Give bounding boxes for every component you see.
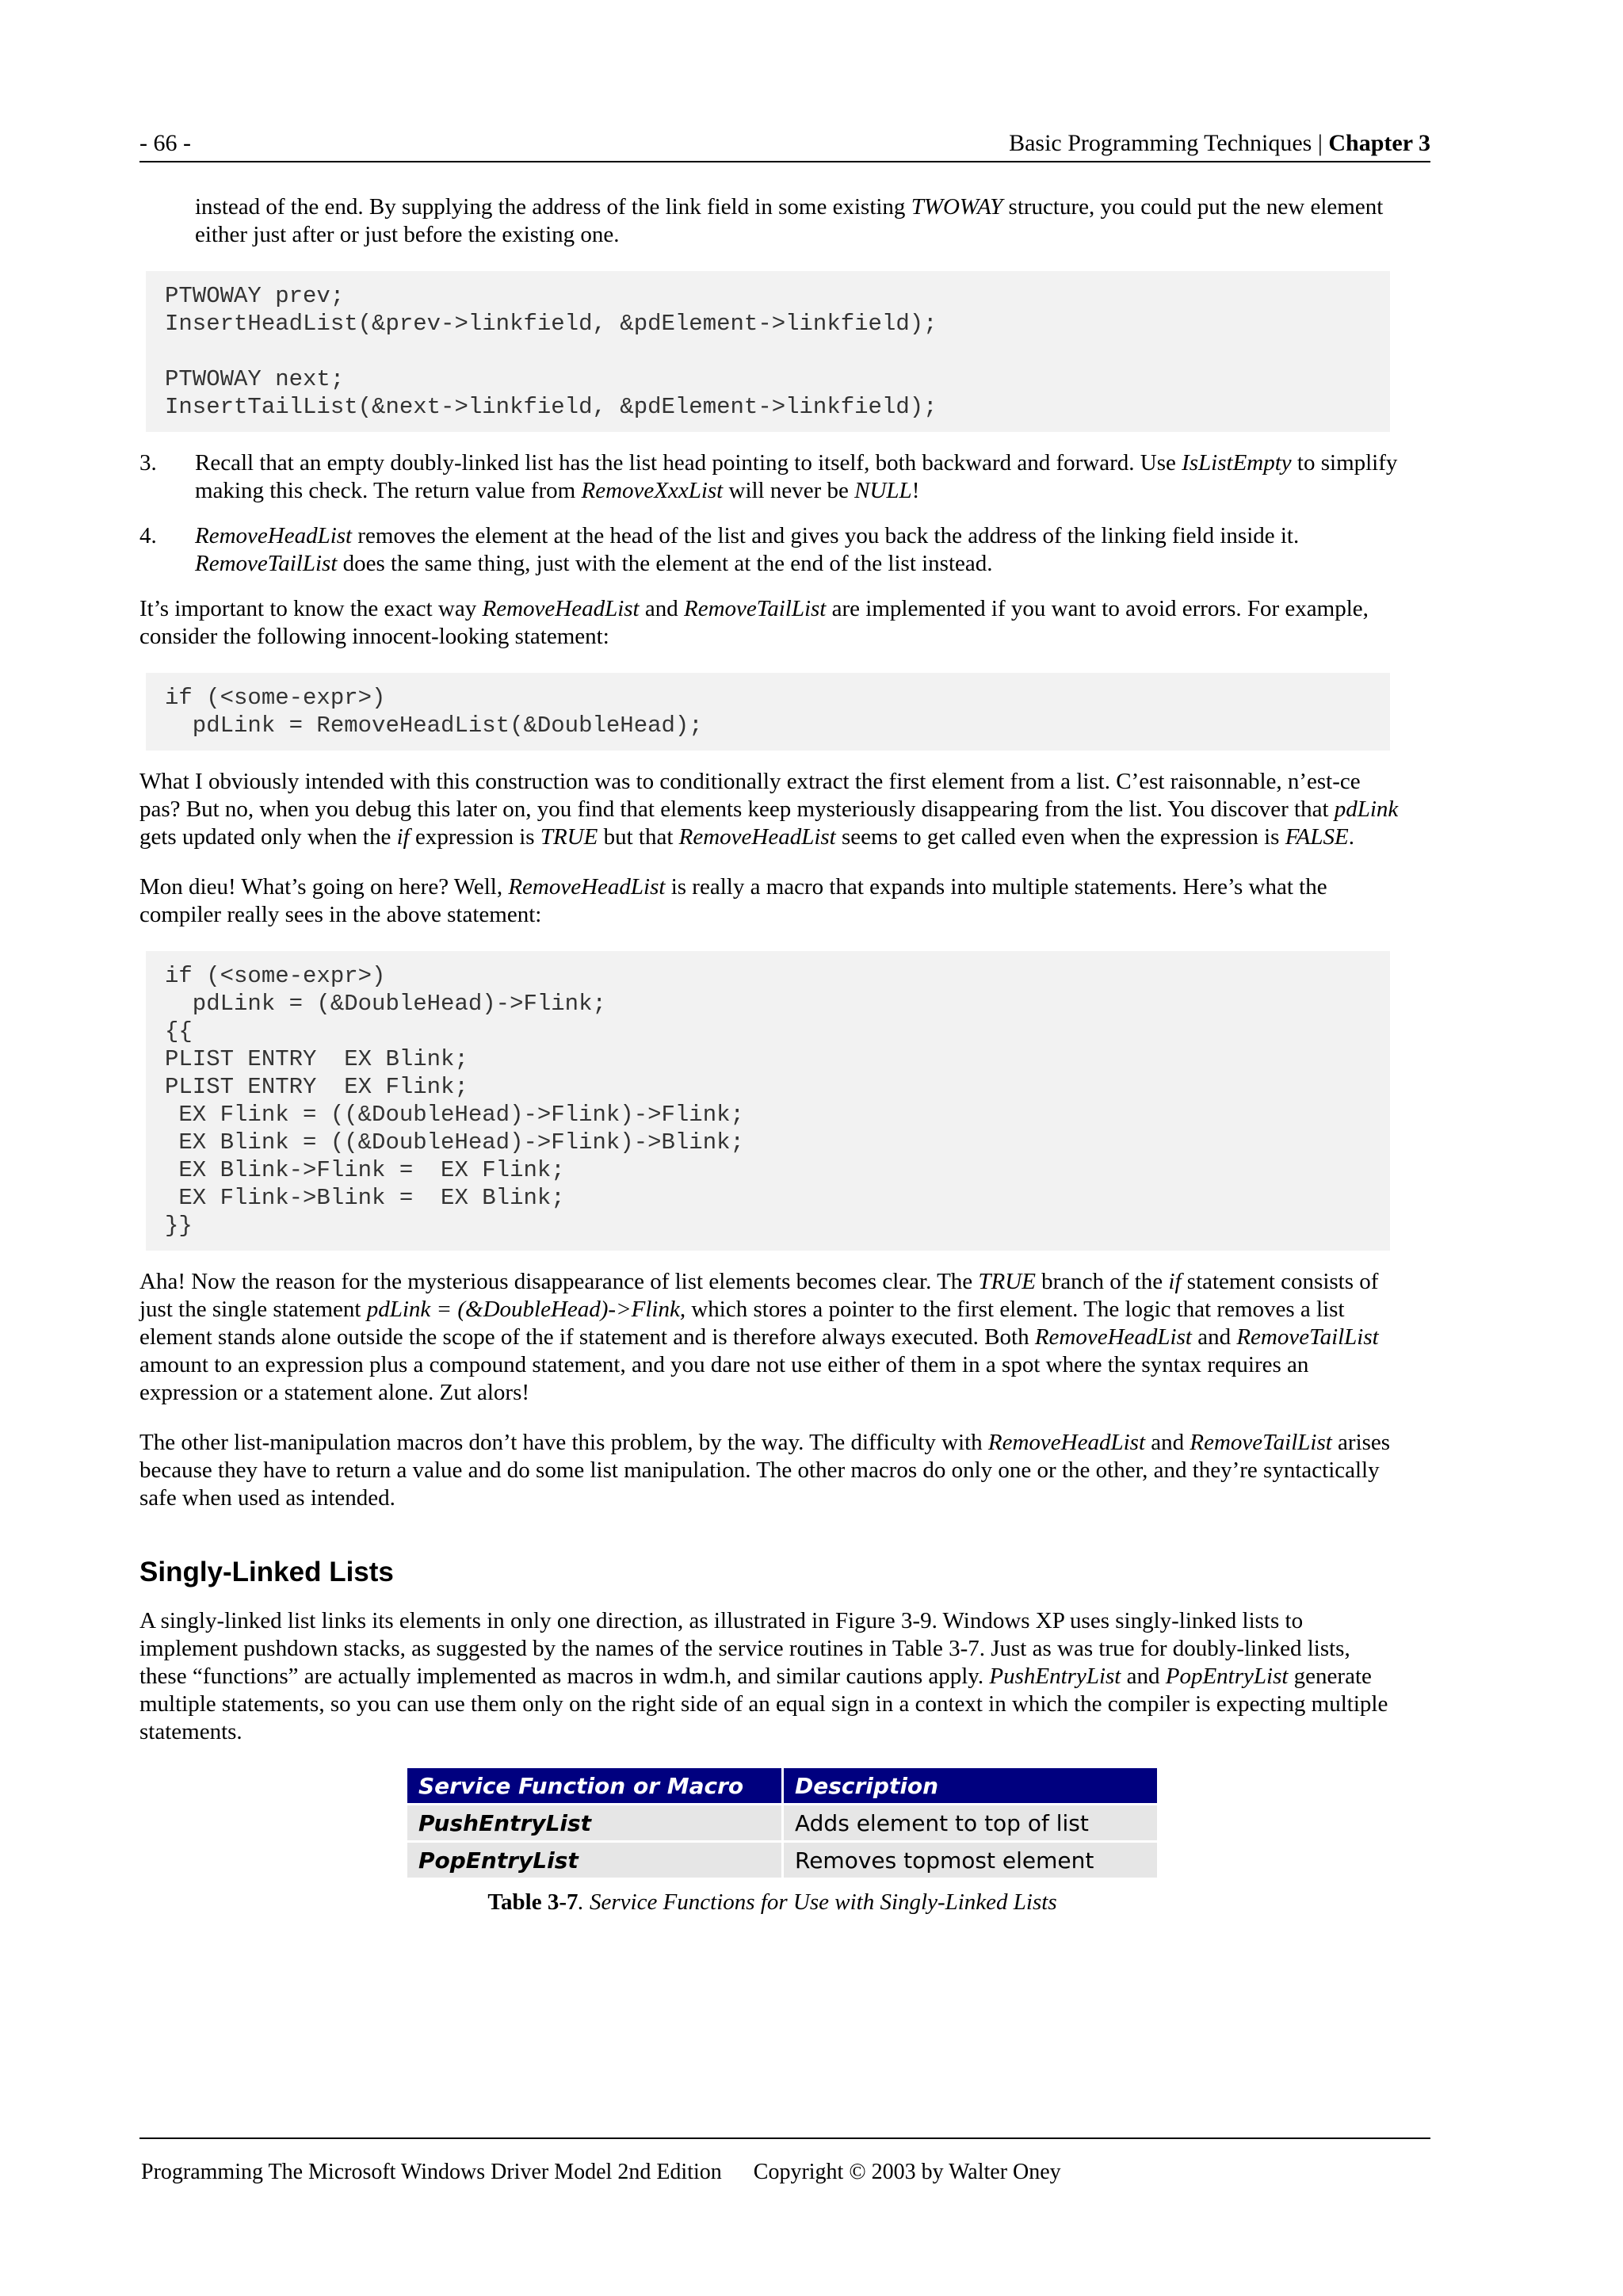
text-run: is really a macro that expands into multiple statements. Here’s what the compiler really sees in the above statement: (139, 874, 1327, 927)
running-title (1009, 129, 1430, 158)
paragraph-intended (139, 768, 1400, 851)
text-run: will never be (723, 478, 855, 503)
paragraph-other-macros (139, 1429, 1400, 1512)
text-run: and (1191, 1324, 1237, 1350)
text-run: It’s important to know the exact way (139, 596, 483, 621)
emphasis-text: RemoveHeadList (508, 874, 666, 900)
header-rule (139, 161, 1430, 162)
list-text (195, 522, 1400, 578)
footer-rule (139, 2137, 1430, 2139)
text-run: to simplify making this check. The return value from (195, 450, 1398, 503)
text-run: Recall that an empty doubly-linked list has the list head pointing to itself, both backward and forward. Use (195, 450, 1182, 476)
text-run: The other list-manipulation macros don’t have this problem, by the way. The difficulty with (139, 1430, 988, 1455)
text-run: Mon dieu! What’s going on here? Well, (139, 874, 509, 900)
code-block-insert: PTWOWAY prev; InsertHeadList(&prev->linkfield, &pdElement->linkfield); PTWOWAY next; InsertTailList(&next->linkfield, &pdElement->linkfield); (146, 271, 1390, 432)
emphasis-text: if (1168, 1269, 1182, 1294)
text-run: Aha! Now the reason for the mysterious disappearance of list elements becomes clear. The (139, 1269, 979, 1294)
text-run: seems to get called even when the expression is (835, 824, 1285, 850)
text-run: and (1145, 1430, 1190, 1455)
text-run: and (1121, 1664, 1166, 1689)
code-block-expansion: if (<some-expr>) pdLink = (&DoubleHead)->Flink; {{ PLIST ENTRY EX Blink; PLIST ENTRY EX Flink; EX Flink = ((&DoubleHead)->Flink)->Flink; EX Blink = ((&DoubleHead)->Flink)->Blink; EX Blink->Flink = EX Flink; EX Flink->Blink = EX Blink; }} (146, 951, 1390, 1251)
emphasis-text: RemoveXxxList (581, 478, 724, 503)
list-item-4 (139, 522, 1400, 578)
text-run: and (639, 596, 684, 621)
table-cell-function: PushEntryList (407, 1803, 784, 1840)
section-title: Basic Programming Techniques | (1009, 130, 1329, 156)
table-header-cell: Service Function or Macro (407, 1768, 784, 1803)
table-caption (127, 1889, 1418, 1916)
emphasis-text: TWOWAY (911, 194, 1003, 220)
list-number: 4. (139, 523, 157, 548)
text-run: gets updated only when the (139, 824, 397, 850)
text-run: removes the element at the head of the list and gives you back the address of the linking field inside it. (352, 523, 1300, 548)
emphasis-text: RemoveHeadList (987, 1430, 1146, 1455)
emphasis-text: FALSE (1285, 824, 1349, 850)
page-number: - 66 - (139, 130, 191, 156)
page-footer (141, 2159, 1061, 2186)
table-cell-description: Removes topmost element (784, 1840, 1157, 1878)
text-run: instead of the end. By supplying the address of the link field in some existing (195, 194, 911, 220)
table-cell-description: Adds element to top of list (784, 1803, 1157, 1840)
list-item-3 (139, 449, 1400, 505)
text-run: branch of the (1035, 1269, 1169, 1294)
text-run: does the same thing, just with the element at the end of the list instead. (337, 551, 993, 576)
emphasis-text: RemoveHeadList (678, 824, 836, 850)
text-run: A singly-linked list links its elements in only one direction, as illustrated in Figure 3-9. Windows XP uses singly-linked lists to implement pushdown stacks, as suggested by the names of the service routines in Table 3-7. Just as was true for doubly-linked lists, these “functions” are actually implemented as macros in wdm.h, and similar cautions apply. (139, 1608, 1350, 1689)
list-number: 3. (139, 450, 157, 476)
emphasis-text: RemoveTailList (1190, 1430, 1332, 1455)
table-row (407, 1840, 1157, 1878)
text-run: but that (598, 824, 679, 850)
paragraph-singly-linked (139, 1607, 1400, 1746)
emphasis-text: TRUE (540, 824, 598, 850)
text-run: are implemented if you want to avoid errors. For example, consider the following innocent-looking statement: (139, 596, 1369, 649)
paragraph-continuation (195, 193, 1400, 249)
code-block-if: if (<some-expr>) pdLink = RemoveHeadList(&DoubleHead); (146, 673, 1390, 751)
emphasis-text: RemoveTailList (195, 551, 338, 576)
text-run: structure, you could put the new element either just after or just before the existing one. (195, 194, 1384, 247)
text-run: statement consists of just the single statement (139, 1269, 1379, 1322)
emphasis-text: IsListEmpty (1182, 450, 1292, 476)
list-text (195, 449, 1400, 505)
text-run: generate multiple statements, so you can use them only on the right side of an equal sign in a context in which the compiler is expecting multiple statements. (139, 1664, 1388, 1744)
emphasis-text: PopEntryList (1165, 1664, 1289, 1689)
text-run: amount to an expression plus a compound statement, and you dare not use either of them in a spot where the syntax requires an expression or a statement alone. Zut alors! (139, 1352, 1309, 1405)
text-run: What I obviously intended with this construction was to conditionally extract the first element from a list. C’est raisonnable, n’est-ce pas? But no, when you debug this later on, you find that elements keep mysteriously disappearing from the list. You discover that (139, 769, 1361, 822)
emphasis-text: RemoveHeadList (1034, 1324, 1192, 1350)
paragraph-important (139, 595, 1400, 651)
footer-book-title: Programming The Microsoft Windows Driver Model 2nd Edition (141, 2160, 722, 2184)
section-heading: Singly-Linked Lists (139, 1557, 394, 1587)
chapter-title: Chapter 3 (1328, 130, 1430, 156)
text-run: ! (911, 478, 920, 503)
text-run: expression is (409, 824, 540, 850)
emphasis-text: if (396, 824, 410, 850)
table-caption-label: Table 3-7 (487, 1889, 579, 1915)
emphasis-text: TRUE (978, 1269, 1036, 1294)
service-functions-table (407, 1768, 1157, 1878)
table-header-row (407, 1768, 1157, 1803)
emphasis-text: RemoveTailList (683, 596, 827, 621)
emphasis-text: pdLink (1334, 797, 1399, 822)
text-run: arises because they have to return a value and do some list manipulation. The other macros do only one or the other, and they’re syntactically safe when used as intended. (139, 1430, 1391, 1511)
emphasis-text: RemoveHeadList (482, 596, 640, 621)
table-cell-function: PopEntryList (407, 1840, 784, 1878)
emphasis-text: RemoveTailList (1236, 1324, 1379, 1350)
paragraph-mon-dieu (139, 873, 1400, 929)
footer-copyright: Copyright © 2003 by Walter Oney (753, 2160, 1061, 2184)
emphasis-text: NULL (854, 478, 912, 503)
text-run: . (1348, 824, 1354, 850)
page-header (139, 129, 1430, 158)
table-caption-text: . Service Functions for Use with Singly-Linked Lists (578, 1889, 1057, 1915)
paragraph-aha (139, 1268, 1400, 1407)
page-content (139, 193, 1400, 1916)
table-header-cell: Description (784, 1768, 1157, 1803)
emphasis-text: PushEntryList (989, 1664, 1121, 1689)
text-run: which stores a pointer to the first element. The logic that removes a list element stands alone outside the scope of the if statement and is therefore always executed. Both (139, 1297, 1345, 1350)
table-row (407, 1803, 1157, 1840)
emphasis-text: RemoveHeadList (195, 523, 353, 548)
emphasis-text: pdLink = (&DoubleHead)->Flink, (366, 1297, 686, 1322)
